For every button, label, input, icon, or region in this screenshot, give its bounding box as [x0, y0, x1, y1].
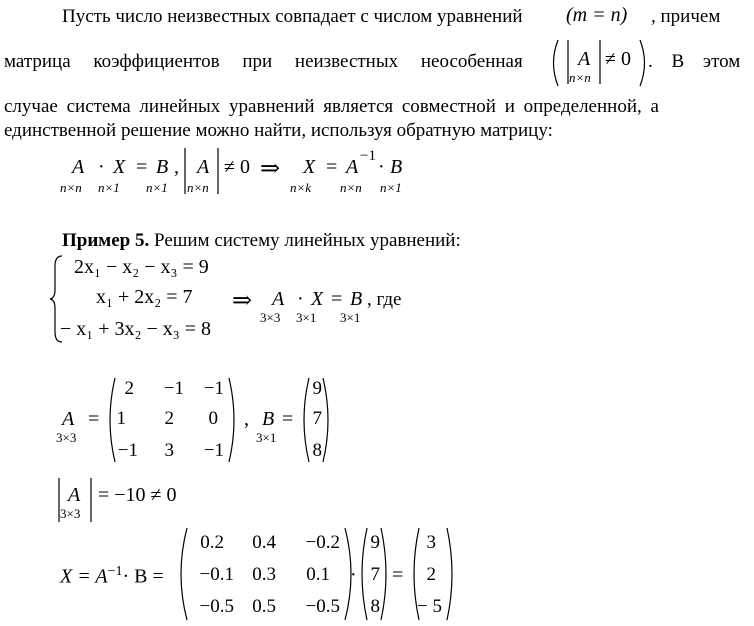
- para-line-2: матрица коэффициентов при неизвестных неособенная: [4, 51, 523, 72]
- f1-Ainv: A: [346, 156, 359, 178]
- para-line-1-text: Пусть число неизвестных совпадает с числом уравнений: [62, 6, 523, 27]
- system-eq: =: [331, 288, 343, 310]
- solution-X-cell: 3: [426, 532, 436, 553]
- f1-dot2: ·: [378, 156, 385, 178]
- matrix-B-sep: ,: [244, 408, 249, 430]
- matrix-A-cell: 1: [116, 408, 126, 429]
- det-A-value: = −10 ≠ 0: [98, 484, 177, 506]
- matrix-B-sub: 3×1: [256, 430, 277, 445]
- f1-neq0: ≠ 0: [224, 156, 250, 178]
- solution-X-paren-right: [444, 526, 458, 622]
- f1-implies: ⇒: [260, 156, 281, 182]
- solution-X-cell: − 5: [417, 596, 442, 617]
- f1-X-sub: n×1: [98, 180, 120, 195]
- para-line-1-end: , причем: [651, 6, 721, 27]
- para-line-2-end: . В этом: [648, 51, 741, 72]
- f1-detA-sub: n×n: [187, 180, 209, 195]
- system-where: , где: [367, 289, 402, 310]
- matrix-A-cell: 0: [208, 408, 218, 429]
- f1-X2-sub: n×k: [290, 180, 312, 195]
- inverse-cell: −0.2: [305, 532, 340, 553]
- system-B: B: [350, 288, 363, 310]
- solution-lhs: $X = A^{-1}\cdot B$ =: [60, 564, 164, 588]
- matrix-B-cell: 9: [312, 378, 322, 399]
- inverse-cell: 0.2: [200, 532, 224, 553]
- f1-inv: −1: [360, 148, 376, 164]
- f1-eq: =: [136, 156, 148, 178]
- solution-dot: ·: [350, 564, 357, 586]
- system-eq-3: − x₁ + 3x₂ − x₃ = 8: [60, 318, 212, 340]
- example-heading: [62, 230, 461, 252]
- solution-B-paren-right: [378, 526, 392, 622]
- matrix-A-cell: 3: [164, 440, 174, 461]
- matrix-A-cell: −1: [203, 378, 224, 399]
- system-dot: ·: [297, 288, 304, 310]
- f1-X: X: [113, 156, 126, 178]
- system-B-sub: 3×1: [340, 310, 361, 325]
- matrix-A-sub: 3×3: [56, 430, 77, 445]
- det-A-sub: 3×3: [60, 506, 81, 521]
- system-X: X: [311, 288, 324, 310]
- f1-B2: B: [390, 156, 403, 178]
- inverse-cell: −0.5: [199, 596, 234, 617]
- formula-1: [60, 148, 480, 198]
- solution-B-cell: 9: [370, 532, 380, 553]
- para-line-1: [62, 6, 523, 28]
- system-implies: ⇒: [232, 288, 253, 314]
- matrix-A-cell: 2: [164, 408, 174, 429]
- inverse-cell: 0.1: [306, 564, 330, 585]
- matrix-A-cell: −1: [203, 440, 224, 461]
- matrix-A-eq: =: [88, 408, 100, 430]
- f1-dot: ·: [98, 156, 105, 178]
- f1-B2-sub: n×1: [380, 180, 402, 195]
- inverse-cell: −0.1: [199, 564, 234, 585]
- f1-A: A: [72, 156, 85, 178]
- example-text: Решим систему линейных уравнений:: [154, 230, 461, 251]
- f1-X2: X: [303, 156, 316, 178]
- matrix-A-paren-right: [226, 376, 240, 464]
- system-eq-2: x₁ + 2x₂ = 7: [96, 286, 193, 308]
- example-label: Пример 5.: [62, 230, 150, 251]
- system-A-sub: 3×3: [260, 310, 281, 325]
- f1-comma: ,: [174, 156, 179, 178]
- matrix-B-cell: 8: [312, 440, 322, 461]
- system-eq-1: 2x₁ − x₂ − x₃ = 9: [74, 256, 209, 278]
- f1-B: B: [156, 156, 169, 178]
- inverse-cell: 0.5: [252, 596, 276, 617]
- inverse-cell: −0.5: [305, 596, 340, 617]
- solution-X-cell: 2: [426, 564, 436, 585]
- system-A: A: [272, 288, 285, 310]
- condition-m-equals-n: (m = n): [566, 4, 628, 26]
- matrix-B-eq: =: [282, 408, 294, 430]
- solution-eq: =: [392, 564, 404, 586]
- matrix-A-cell: −1: [117, 440, 138, 461]
- f1-B-sub: n×1: [146, 180, 168, 195]
- det-neq-zero: ≠ 0: [605, 48, 631, 70]
- matrix-A-cell: −1: [163, 378, 184, 399]
- inverse-cell: 0.4: [252, 532, 276, 553]
- inverse-cell: 0.3: [252, 564, 276, 585]
- para-line-4: единственной решение можно найти, используя обратную матрицу:: [4, 120, 553, 141]
- det-matrix-size: n×n: [569, 70, 591, 85]
- matrix-A-name: A: [62, 408, 75, 430]
- system-X-sub: 3×1: [296, 310, 317, 325]
- para-line-3: случае система линейных уравнений является совместной и определенной, а: [4, 96, 659, 117]
- matrix-B-paren-right: [320, 376, 334, 464]
- matrix-B-cell: 7: [312, 408, 322, 429]
- solution-B-cell: 7: [370, 564, 380, 585]
- det-matrix-name: A: [578, 48, 591, 70]
- f1-eq2: =: [326, 156, 338, 178]
- f1-detA: A: [197, 156, 210, 178]
- matrix-B-name: B: [262, 408, 275, 430]
- f1-Ainv-sub: n×n: [340, 180, 362, 195]
- det-paren-left: [548, 38, 562, 88]
- det-A-name: A: [68, 484, 81, 506]
- matrix-A-cell: 2: [124, 378, 134, 399]
- solution-B-cell: 8: [370, 596, 380, 617]
- f1-A-sub: n×n: [60, 180, 82, 195]
